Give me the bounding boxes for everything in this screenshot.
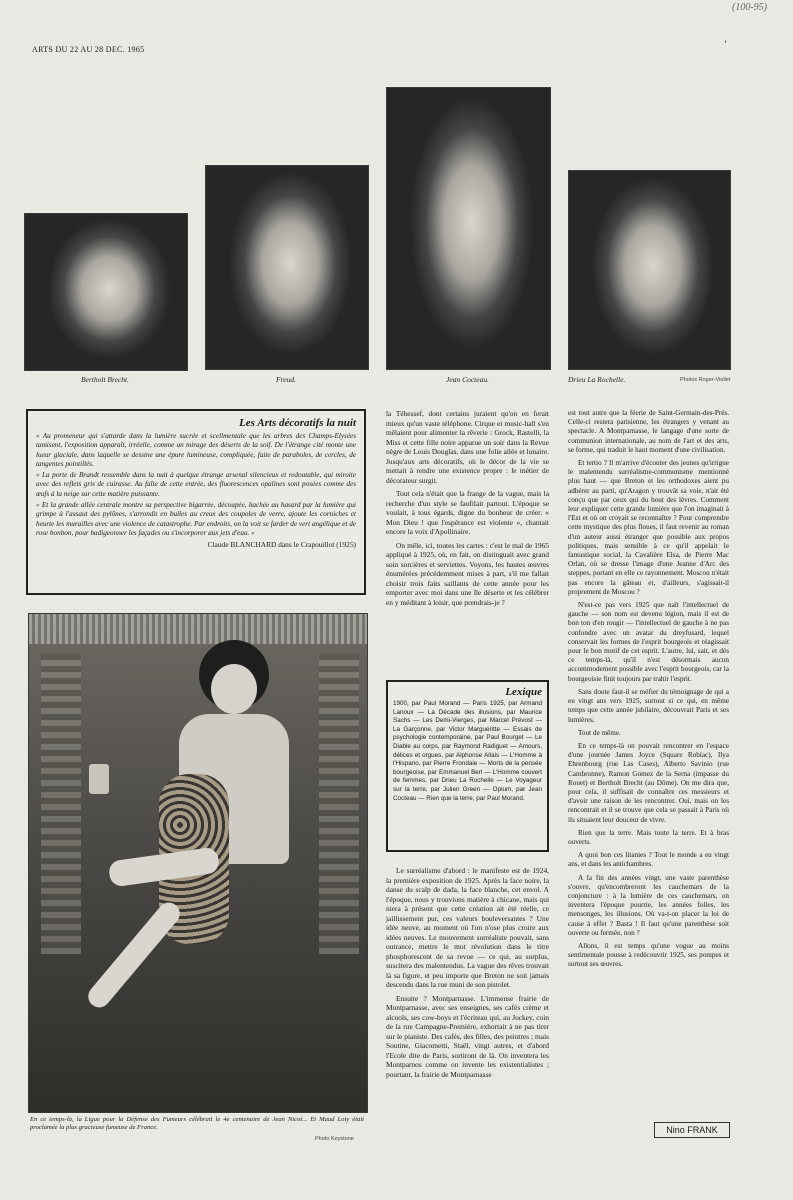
caption-freud: Freud.: [276, 375, 296, 384]
pencil-note: (100-95): [732, 2, 767, 13]
lexique-text: 1900, par Paul Morand — Paris 1925, par Armand Lanoux — La Décade des illusions, par Maurice Sachs — Les Demi-Vierges, par Marcel Prévost — La Garçonne, par Victor Margueritte — Essais de psychologie contemporaine, par Paul Bourget — Le Diable au corps, par Raymond Radiguet — Amours, délices et orgues, par Alphonse Allais — L'Homme à l'Hispano, par Pierre Frondaie — Morts de la pensée bourgeoise, par Emmanuel Berl — L'Homme couvert de femmes, par Drieu La Rochelle — Le Voyageur sur la terre, par Julien Green — Opium, par Jean Cocteau — Rien que la terre, par Paul Morand.: [393, 700, 542, 802]
photo-credit-top: Photos Roger-Viollet: [680, 377, 731, 383]
photo-maud-loty: [28, 613, 368, 1113]
lexique-title: Lexique: [505, 686, 542, 698]
article-paragraph: Tout de même.: [578, 728, 621, 737]
big-photo-caption: En ce temps-là, la Ligue pour la Défense des Fumeurs célébrait le 4e centenaire de Jean Nicot... Et Maud Loty était proclamée la plus gracieuse fumeuse de France.: [30, 1116, 364, 1132]
photo-drieu: [568, 170, 731, 370]
quote-box: [26, 409, 366, 595]
author-signature: Nino FRANK: [654, 1122, 730, 1138]
photo-brecht: [24, 213, 188, 371]
lamp-shade: [89, 764, 109, 794]
article-paragraph: En ce temps-là on pouvait rencontrer en l'espace d'une journée James Joyce (Square Robiac), Ilya Ehrenbourg (rue Las Cases), Alberto Savinio (rue Cambronne), Ramon Gomez de la Serna (impasse du Rouet) et Bertholt Brecht (au Dôme). On me dira que, pour cela, il suffisait de connaître ces messieurs et d'avoir une raison de les rencontrer. Oui, mais on les rencontrait et il se trouve que cela se passait à Paris où ils situaient leur douceur de vivre.: [568, 741, 729, 824]
article-paragraph: Tout cela n'était que la frange de la vague, mais la recherche d'un style se faufilait partout. L'époque se voulait, à tous égards, digne du bonheur de créer. « Mon Dieu ! que l'espérance est violente », chantait encore la voix d'Apollinaire.: [386, 489, 549, 536]
wall-pattern: [29, 614, 367, 644]
photo-freud: [205, 165, 369, 370]
quote-box-title: Les Arts décoratifs la nuit: [239, 417, 356, 429]
article-paragraph: A quoi bon ces litanies ? Tout le monde a eu vingt ans, et dans les antichambres.: [568, 851, 729, 869]
caption-cocteau: Jean Cocteau.: [446, 375, 489, 384]
article-paragraph: est tout autre que la féerie de Saint-Germain-des-Prés. Celle-ci restera parisienne, les étrangers y venant au spectacle. A Montparnasse, le langage d'une sorte de communion internationale, au nom de l'art et des arts, se forme, qui traduit le haut moment d'une civilisation.: [568, 409, 729, 454]
lexique-box: [386, 680, 549, 852]
caption-brecht: Bertholt Brecht.: [80, 375, 130, 384]
screen-panel: [41, 654, 81, 954]
quote-signature: Claude BLANCHARD dans le Crapouillot (1925): [207, 540, 356, 550]
article-paragraph: On mêle, ici, toutes les cartes : c'est le mal de 1965 appliqué à 1925, où, en fait, on distinguait avec grand soin sorcières et serviettes. Voyons, les hautes œuvres énumérées précédemment mises à part, s'il me fallait choisir trois faits saillants de cette année pour les emporter avec moi dans une île déserte et les célébrer en y méditant à loisir, que prendrais-je ?: [386, 540, 549, 607]
article-column-1: [386, 409, 549, 611]
quote-paragraph: « Au promeneur qui s'attarde dans la lumière sucrée et scellmentale que les arbres des Champs-Elysées tamisent, l'exposition apparaît, irréelle, comme un mirage des déserts de la soif. De l'étrange cité monte une lueur glaciale, dans laquelle se dessine une épure lumineuse, compliquée, faite de paraboles, de cercles, de tangentes pointillés.: [36, 432, 356, 468]
page-header: ARTS DU 22 AU 28 DEC. 1965: [32, 45, 145, 54]
article-column-2: [568, 409, 729, 974]
article-paragraph: Ensuite ? Montparnasse. L'immense frairie de Montparnasse, avec ses enseignes, ses cafés crème et alcools, ses cow-boys et l'écriteau qui, au Jockey, coin de la rue Campagne-Première, exhortait à ne pas tirer sur le pianiste. Des cafés, des filles, des peintres ; mais Soutine, Giacometti, Staël, vingt autres, et d'abord l'Ecole dite de Paris, sortiront de là. On inventera les Montparnos comme on invente les existentialistes ; pourtant, la frairie de Montparnasse: [386, 993, 549, 1079]
article-paragraph: Et tertio ? Il m'arrive d'écouter des jeunes qu'irrigue le malentendu surréalisme-communisme mentionné plus haut — que Breton et les orthodoxes aient pu adhérer au parti, qu'Aragon y trouvât sa voie, n'ait été conçu que par ceux qui du bout des lèvres. Comment leur expliquer cette grande lumière que l'on imaginait à l'Est et où on croyait se reconnaître ? Pour comprendre cette mystique des plus floues, il faut revenir au roman d'un auteur aussi étranger que possible aux propos politiques, mais sensible à ce qu'il appelait le fantastique social, la Cavalière Elsa, de Pierre Mac Orlan, où se dresse l'image d'une Jeanne d'Arc des steppes, portant en elle ce rayonnement. Moscou n'était pas encore la gâteau et, d'ailleurs, s'agissait-il proprement de Moscou ?: [568, 459, 729, 596]
margin-mark: ‘: [724, 40, 727, 50]
face-shape: [211, 664, 257, 714]
article-paragraph: Sans doute faut-il se méfier du témoignage de qui a eu vingt ans vers 1925, surtout si ce qui, en même temps que cette année jubilaire, découvrait Paris et ses lumières.: [568, 687, 729, 724]
photo-cocteau: [386, 87, 551, 370]
article-paragraph: Allons, il est temps qu'une vogue au moins sentimentale pousse à redécouvrir 1925, ses pompes et surtout ses œuvres.: [568, 941, 729, 969]
quote-paragraph: « Et la grande allée centrale montre sa perspective bigarrée, découpée, hachée au hasard par la lumière qui grimpe à l'assaut des pylônes, s'arrondit en bulles au creux des coupoles de verre, ajoute les corniches et heurte les murailles avec une violence de catastrophe. Par endroits, on la voit se farder de vert angélique et de rose bonbon, pour badigeonner les façades ou s'incorporer aux jets d'eau. »: [36, 501, 356, 537]
article-paragraph: A la fin des années vingt, une vaste parenthèse s'ouvre, qu'encombreront les cauchemars de la conjoncture : à la lumière de ces cauchemars, on inventera l'époque pourrie, les années folles, les mensonges, les illusions. Où va-t-on placer la loi de cause à effet ? Basta ! Il faut qu'une parenthèse soit ouverte ou fermée, non ?: [568, 873, 729, 937]
article-paragraph: N'est-ce pas vers 1925 que naît l'intellectuel de gauche — son nom est devenu légion, mais il est de bon ton d'en rougir — l'intellectuel de gauche à ne pas confondre avec un avatar du dreyfusard, lequel conservait les formes de l'esprit bourgeois et réagissait pour le bon motif de cet esprit. L'autre, lui, sait, et dès ce temps-là, qu'il n'est désormais aucun accommodement possible avec l'esprit bourgeois, car la bourgeoisie finit toujours par trahir l'esprit.: [568, 601, 729, 683]
article-paragraph: Rien que la terre. Mais toute la terre. Et à bras ouverts.: [568, 828, 729, 846]
photo-credit-bottom: Photo Keystone: [315, 1136, 354, 1142]
quote-paragraph: « La porte de Brandt ressemble dans la nuit à quelque étrange arsenal silencieux et redoutable, qui miroite avec des reflets gris de cuirasse. Au faîte de cette entrée, des fluorescences opalines sont posées comme des œufs à la neige sur cette matière puissante.: [36, 471, 356, 498]
article-paragraph: la Téhessef, dont certains juraient qu'on en ferait mieux qu'un vaste téléphone. Cirque et music-hall s'en mêlaient pour alimenter la rêverie : Grock, Rastelli, la Miss et cette fille noire apparue un soir dans la Revue nègre de Louis Douglas, dans une folie ailée et lunaire. Jusqu'aux arts décoratifs, où le décor de la vie se mettait à rendre une existence propre : le métier de décorateur surgit.: [386, 409, 549, 485]
screen-panel: [319, 654, 359, 954]
legs-shape: [84, 898, 184, 1012]
article-paragraph: Le surréalisme d'abord : le manifeste est de 1924, la première exposition de 1925. Après la face noire, la danse du scalp de dada, la face blanche, cet envol. A l'époque, nous y trouvions matière à chicane, mais qui niera à présent que cette création ait été réelle, ce jaillissement pur, ces valeurs bouleversantes ? Une idée neuve, au moment où l'on n'ose plus croire aux idées neuves. Le mouvement surréaliste pouvait, sans outrance, mettre le mot révolution dans le titre phosphorescent de sa revue — ce qui, au surplus, suscitera des malentendus. La vague des rêves trouvait là sa figure, et peu importe que Breton ne soit jamais descendu dans la rue muni de son pistolet.: [386, 866, 549, 989]
article-column-1-lower: [386, 866, 549, 1083]
caption-drieu: Drieu La Rochelle.: [568, 375, 626, 384]
